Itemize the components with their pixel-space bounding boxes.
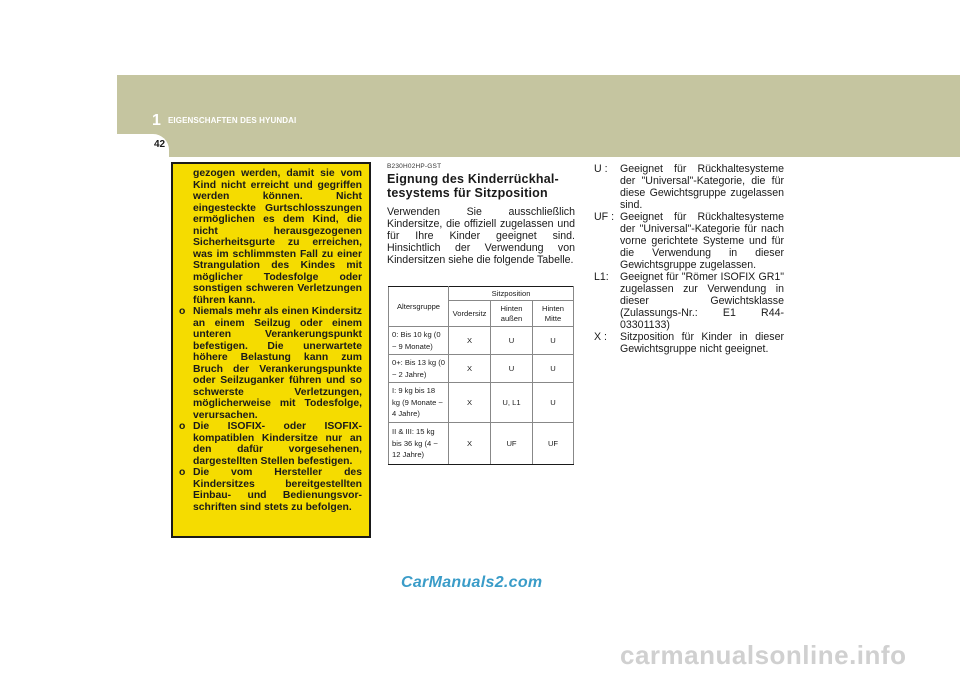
chapter-title: EIGENSCHAFTEN DES HYUNDAI (168, 116, 297, 125)
legend-text: Sitzposition für Kinder in dieser Gewichtsgruppe nicht geeignet. (620, 331, 784, 355)
value-cell: U (533, 355, 574, 383)
table-row (389, 327, 574, 355)
seat-position-header: Sitzposition (449, 287, 574, 301)
legend-text: Geeignet für "Römer ISOFIX GR1" zugelassen zur Verwendung in dieser Gewichtsklasse (Zulassungs-Nr.: E1 R44-03301133) (620, 271, 784, 331)
legend-key: UF : (594, 211, 615, 223)
warning-bullet-item (179, 306, 362, 421)
age-cell: 0: Bis 10 kg (0 ~ 9 Monate) (389, 327, 449, 355)
legend-item (594, 271, 784, 331)
value-cell: U (533, 383, 574, 423)
section-title: Eignung des Kinderrückhal-tesystems für Sitzposition (387, 172, 559, 200)
table-row (389, 355, 574, 383)
bullet-text: Niemals mehr als einen Kindersitz an einem Seilzug oder einem unteren Verankerungspunkt befestigen. Die unerwartete höhere Belastung kann zum Bruch der Verankerungspunkte oder Seilzuganker führen und so schwerste Verletzungen, möglicherweise mit Todesfolge, verursachen. (193, 306, 362, 421)
chapter-number: 1 (152, 112, 161, 129)
value-cell: X (449, 327, 491, 355)
bullet-mark: o (179, 421, 186, 432)
bullet-text: Die vom Hersteller des Kindersitzes bereitgestellten Einbau- und Bedienungsvor-schriften sind stets zu befolgen. (193, 467, 362, 513)
section-column (387, 163, 575, 266)
value-cell: X (449, 423, 491, 465)
value-cell: U (491, 327, 533, 355)
legend-key: X : (594, 331, 607, 343)
watermark-site: carmanualsonline.info (620, 640, 907, 670)
column-header-rear-outer: Hinten außen (491, 301, 533, 327)
column-header-rear-middle: Hinten Mitte (533, 301, 574, 327)
legend-list (594, 163, 784, 355)
value-cell: X (449, 355, 491, 383)
value-cell: U (533, 327, 574, 355)
value-cell: U (491, 355, 533, 383)
page-number: 42 (154, 139, 166, 150)
legend-text: Geeignet für Rückhaltesysteme der "Universal"-Kategorie, die für diese Gewichtsgruppe zugelassen sind. (620, 163, 784, 211)
value-cell: X (449, 383, 491, 423)
value-cell: UF (533, 423, 574, 465)
legend-text: Geeignet für Rückhaltesysteme der "Universal"-Kategorie für nach vorne gerichtete Systeme und für die Verwendung in dieser Gewichtsgruppe zugelassen. (620, 211, 784, 271)
bullet-text: Die ISOFIX- oder ISOFIX-kompatiblen Kindersitze nur an den dafür vorgesehenen, dargestellten Stellen befestigen. (193, 421, 362, 467)
warning-continuation-text: gezogen werden, damit sie vom Kind nicht erreicht und gegriffen werden können. Nicht eingesteckte Gurtschlosszungen ermöglichen es dem Kind, die nicht herausgezogenen Sicherheitsgurte zu erreichen, was im schlimmsten Fall zu einer Strangulation des Kindes mit möglicher Todesfolge oder sonstigen schweren Verletzungen führen kann. (193, 168, 362, 306)
legend-key: L1: (594, 271, 609, 283)
legend-item (594, 163, 784, 211)
age-cell: 0+: Bis 13 kg (0 ~ 2 Jahre) (389, 355, 449, 383)
column-header-front: Vordersitz (449, 301, 491, 327)
table-row (389, 423, 574, 465)
age-cell: I: 9 kg bis 18 kg (9 Monate ~ 4 Jahre) (389, 383, 449, 423)
age-group-header: Altersgruppe (389, 287, 449, 327)
warning-box (171, 162, 371, 538)
watermark-logo: CarManuals2.com (401, 574, 543, 591)
bullet-mark: o (179, 467, 186, 478)
value-cell: UF (491, 423, 533, 465)
seat-suitability-table (388, 286, 574, 465)
warning-bullet-item (179, 467, 362, 513)
table-row (389, 383, 574, 423)
legend-key: U : (594, 163, 608, 175)
legend-item (594, 211, 784, 271)
legend-item (594, 331, 784, 355)
value-cell: U, L1 (491, 383, 533, 423)
bullet-mark: o (179, 306, 186, 317)
age-cell: II & III: 15 kg bis 36 kg (4 ~ 12 Jahre) (389, 423, 449, 465)
section-reference-code: B230H02HP-GST (387, 163, 442, 170)
section-body-text: Verwenden Sie ausschließlich Kindersitze, die offiziell zugelassen und für Ihre Kinder geeignet sind. Hinsichtlich der Verwendung von Kindersitzen siehe die folgende Tabelle. (387, 206, 575, 266)
warning-bullet-item (179, 421, 362, 467)
